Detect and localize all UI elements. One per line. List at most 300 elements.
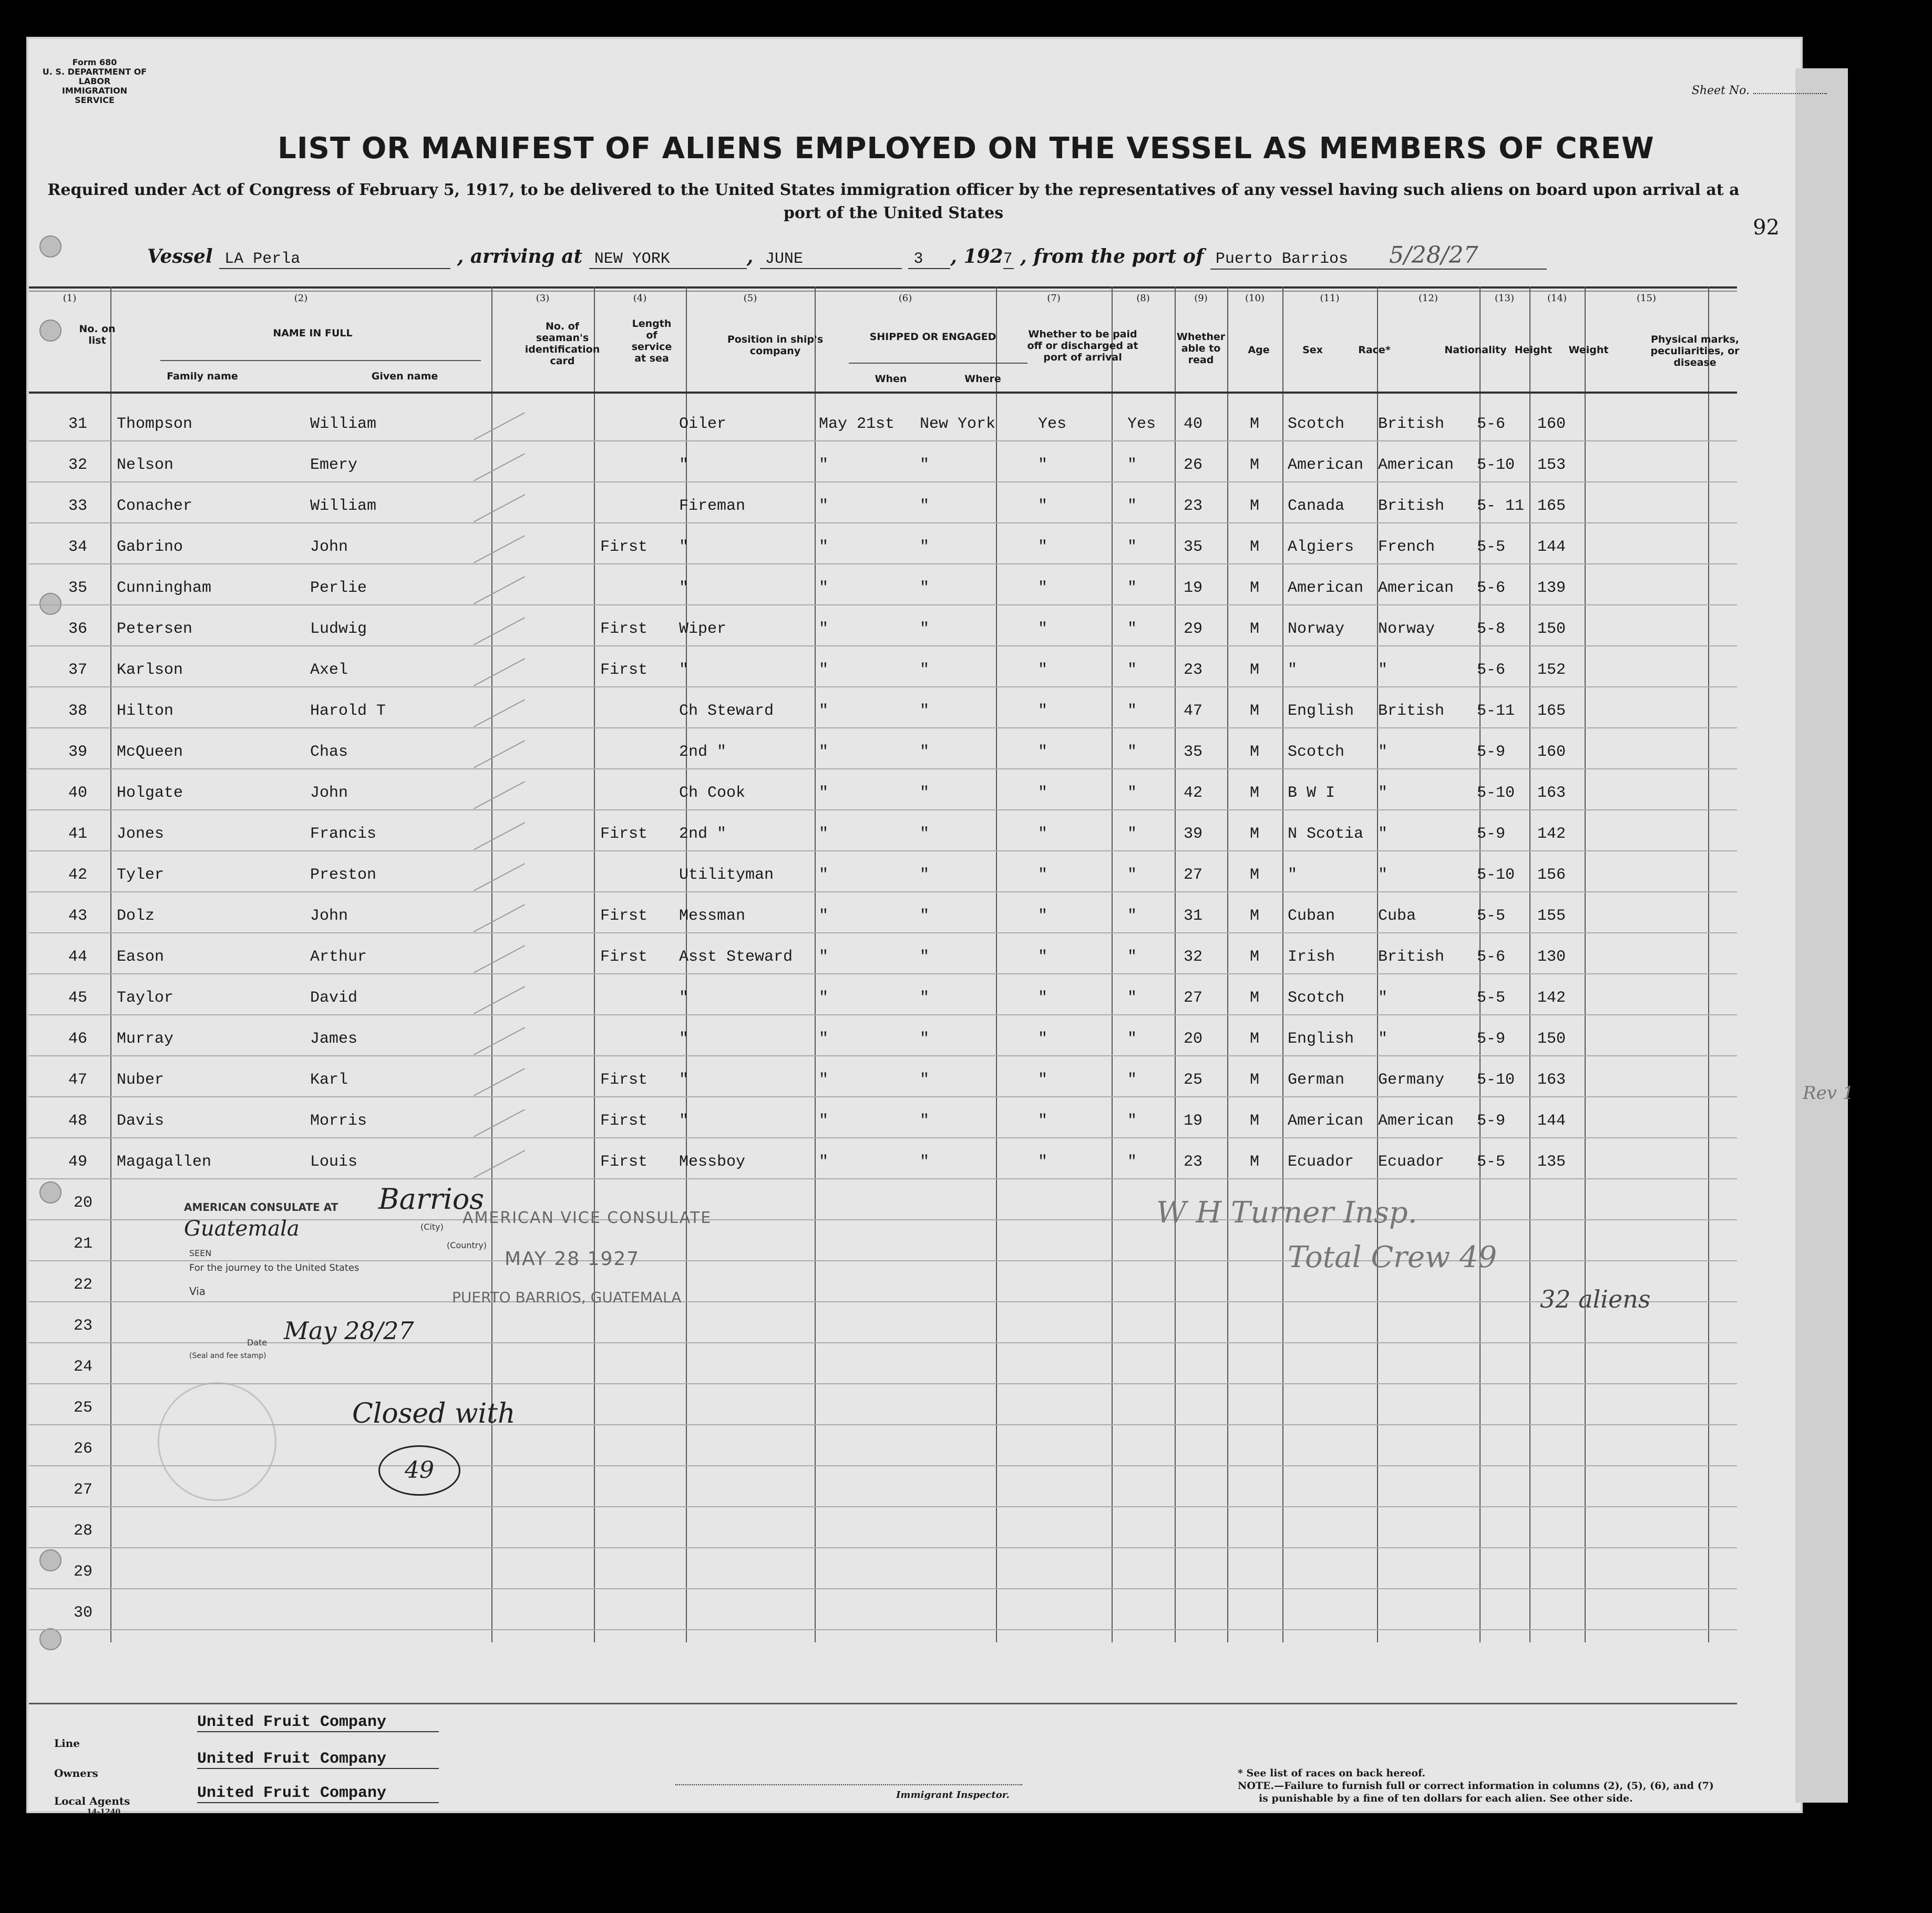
line-number: 38	[68, 702, 88, 720]
cell-given: Harold T	[310, 702, 386, 720]
cell-height: 5-9	[1477, 743, 1506, 761]
cell-family: Karlson	[117, 661, 183, 679]
position-header: Position in ship's company	[727, 334, 824, 357]
column-number: (10)	[1245, 293, 1265, 304]
line-number: 37	[68, 661, 88, 679]
cell-position: Fireman	[679, 497, 746, 515]
year-prefix: 192	[963, 245, 1003, 268]
fine-note-cont: is punishable by a fine of ten dollars for each alien. See other side.	[1259, 1793, 1633, 1804]
cell-read: "	[1127, 743, 1137, 761]
vessel-line: Vessel LA Perla , arriving at NEW YORK , JUNE 3 , 1927 , from the port of Puerto Barrios 5/28/27	[147, 242, 1547, 270]
cell-paid: "	[1038, 661, 1048, 679]
cell-when: "	[819, 907, 829, 925]
cell-nationality: "	[1378, 989, 1388, 1007]
cell-age: 20	[1184, 1030, 1203, 1048]
cell-read: "	[1127, 1071, 1137, 1089]
line-number: 47	[68, 1071, 88, 1089]
cell-race: American	[1288, 456, 1364, 474]
cell-read: "	[1127, 661, 1137, 679]
departure-port: Puerto Barrios 5/28/27	[1210, 242, 1547, 270]
cell-family: McQueen	[117, 743, 183, 761]
cell-sex: M	[1250, 661, 1260, 679]
cell-given: John	[310, 538, 348, 556]
cell-family: Eason	[117, 948, 165, 966]
cell-read: "	[1127, 538, 1137, 556]
cell-age: 23	[1184, 497, 1203, 515]
cell-read: "	[1127, 825, 1137, 843]
line-number: 39	[68, 743, 88, 761]
cell-family: Dolz	[117, 907, 155, 925]
cell-position: Messman	[679, 907, 746, 925]
cell-paid: "	[1038, 825, 1048, 843]
arriving-label: , arriving at	[457, 245, 583, 268]
cell-when: "	[819, 784, 829, 802]
cell-weight: 160	[1537, 743, 1566, 761]
cell-nationality: British	[1378, 497, 1445, 515]
cell-paid: "	[1038, 989, 1048, 1007]
race-note: * See list of races on back hereof.	[1238, 1767, 1426, 1779]
cell-race: Irish	[1288, 948, 1335, 966]
cell-given: Chas	[310, 743, 348, 761]
column-number: (15)	[1637, 293, 1656, 304]
cell-family: Davis	[117, 1112, 165, 1130]
cell-where: "	[920, 538, 930, 556]
cell-read: "	[1127, 1030, 1137, 1048]
line-number: 46	[68, 1030, 88, 1048]
cell-weight: 160	[1537, 415, 1566, 433]
column-number: (9)	[1194, 293, 1208, 304]
cell-sex: M	[1250, 907, 1260, 925]
line-number: 26	[74, 1440, 93, 1458]
cell-position: "	[679, 456, 689, 474]
cell-race: B W I	[1288, 784, 1335, 802]
owners-label: Owners	[54, 1767, 98, 1780]
cell-where: "	[920, 866, 930, 884]
via-label: Via	[189, 1285, 206, 1298]
cell-position: "	[679, 989, 689, 1007]
page-edge	[1795, 68, 1848, 1803]
cell-when: "	[819, 866, 829, 884]
cell-when: "	[819, 497, 829, 515]
cell-height: 5-5	[1477, 907, 1506, 925]
cell-height: 5-10	[1477, 784, 1515, 802]
closed-note: Closed with	[352, 1398, 516, 1429]
line-number: 23	[74, 1317, 93, 1335]
cell-nationality: British	[1378, 702, 1445, 720]
closed-count: 49	[378, 1445, 460, 1496]
cell-family: Gabrino	[117, 538, 183, 556]
cell-paid: "	[1038, 1071, 1048, 1089]
page-number: 92	[1753, 215, 1780, 240]
seaman-id-header: No. of seaman's identification card	[525, 321, 600, 367]
line-number: 27	[74, 1481, 93, 1499]
cell-age: 19	[1184, 1112, 1203, 1130]
cell-read: "	[1127, 579, 1137, 597]
cell-age: 32	[1184, 948, 1203, 966]
cell-given: John	[310, 907, 348, 925]
cell-read: "	[1127, 907, 1137, 925]
journey-label: For the journey to the United States	[189, 1262, 359, 1273]
cell-read: Yes	[1127, 415, 1156, 433]
cell-when: "	[819, 1030, 829, 1048]
cell-height: 5-6	[1477, 415, 1506, 433]
cell-where: "	[920, 1030, 930, 1048]
family-name-header: Family name	[167, 371, 238, 382]
cell-when: "	[819, 702, 829, 720]
cell-when: "	[819, 456, 829, 474]
column-number: (2)	[294, 293, 308, 304]
column-number: (14)	[1547, 293, 1567, 304]
cell-race: Scotch	[1288, 743, 1345, 761]
cell-where: "	[920, 948, 930, 966]
cell-position: "	[679, 579, 689, 597]
cell-when: "	[819, 538, 829, 556]
cell-height: 5-10	[1477, 866, 1515, 884]
cell-given: Ludwig	[310, 620, 367, 638]
cell-where: "	[920, 620, 930, 638]
cell-race: English	[1288, 702, 1354, 720]
cell-height: 5-10	[1477, 456, 1515, 474]
cell-given: Louis	[310, 1153, 358, 1171]
cell-age: 26	[1184, 456, 1203, 474]
cell-paid: "	[1038, 497, 1048, 515]
cell-family: Petersen	[117, 620, 193, 638]
line-number: 25	[74, 1399, 93, 1417]
cell-paid: "	[1038, 702, 1048, 720]
cell-given: Emery	[310, 456, 358, 474]
cell-race: Ecuador	[1288, 1153, 1354, 1171]
column-number: (1)	[63, 293, 77, 304]
cell-paid: "	[1038, 620, 1048, 638]
stamp-location: PUERTO BARRIOS, GUATEMALA	[452, 1289, 682, 1306]
cell-nationality: "	[1378, 743, 1388, 761]
margin-note: Rev 1	[1803, 1083, 1854, 1104]
line-number: 24	[74, 1358, 93, 1376]
cell-weight: 142	[1537, 825, 1566, 843]
from-label: , from the port of	[1020, 245, 1204, 268]
aliens-count-note: 32 aliens	[1540, 1285, 1651, 1313]
handwritten-date: 5/28/27	[1389, 242, 1478, 269]
cell-sex: M	[1250, 497, 1260, 515]
cell-sex: M	[1250, 538, 1260, 556]
cell-service: First	[600, 948, 648, 966]
cell-sex: M	[1250, 825, 1260, 843]
cell-service: First	[600, 907, 648, 925]
cell-height: 5-9	[1477, 825, 1506, 843]
paid-off-header: Whether to be paid off or discharged at port of arrival	[1027, 328, 1138, 363]
consular-seal	[158, 1382, 276, 1501]
cell-nationality: Ecuador	[1378, 1153, 1445, 1171]
cell-height: 5-8	[1477, 620, 1506, 638]
line-number: 20	[74, 1194, 93, 1212]
cell-weight: 152	[1537, 661, 1566, 679]
service: IMMIGRATION SERVICE	[61, 86, 128, 105]
line-number: 22	[74, 1276, 93, 1294]
cell-where: "	[920, 661, 930, 679]
cell-family: Magagallen	[117, 1153, 212, 1171]
cell-given: Perlie	[310, 579, 367, 597]
cell-race: Canada	[1288, 497, 1345, 515]
cell-age: 31	[1184, 907, 1203, 925]
cell-when: "	[819, 989, 829, 1007]
line-number: 30	[74, 1604, 93, 1622]
cell-weight: 139	[1537, 579, 1566, 597]
cell-given: Preston	[310, 866, 377, 884]
year-digit: 7	[1003, 250, 1013, 268]
cell-sex: M	[1250, 1030, 1260, 1048]
cell-where: "	[920, 784, 930, 802]
cell-age: 35	[1184, 538, 1203, 556]
cell-given: William	[310, 497, 377, 515]
line-number: 32	[68, 456, 88, 474]
cell-paid: "	[1038, 866, 1048, 884]
consulate-city: Barrios	[378, 1182, 484, 1216]
cell-position: Wiper	[679, 620, 727, 638]
cell-where: "	[920, 1071, 930, 1089]
cell-given: Morris	[310, 1112, 367, 1130]
subtitle-line-2: port of the United States	[783, 204, 1004, 222]
cell-age: 27	[1184, 989, 1203, 1007]
line-number: 41	[68, 825, 88, 843]
cell-weight: 150	[1537, 620, 1566, 638]
cell-race: Cuban	[1288, 907, 1335, 925]
owners-value: United Fruit Company	[197, 1750, 439, 1769]
cell-nationality: "	[1378, 784, 1388, 802]
line-number: 34	[68, 538, 88, 556]
sheet-number-label: Sheet No.	[1691, 84, 1750, 97]
cell-read: "	[1127, 620, 1137, 638]
cell-age: 23	[1184, 1153, 1203, 1171]
binder-hole	[39, 235, 61, 258]
cell-paid: Yes	[1038, 415, 1067, 433]
cell-nationality: Cuba	[1378, 907, 1416, 925]
column-number: (8)	[1136, 293, 1150, 304]
cell-height: 5-9	[1477, 1112, 1506, 1130]
consulate-country: Guatemala	[184, 1217, 300, 1241]
cell-read: "	[1127, 948, 1137, 966]
cell-where: "	[920, 989, 930, 1007]
cell-race: English	[1288, 1030, 1354, 1048]
cell-position: "	[679, 1112, 689, 1130]
cell-when: "	[819, 661, 829, 679]
cell-paid: "	[1038, 743, 1048, 761]
fine-note: NOTE.—Failure to furnish full or correct information in columns (2), (5), (6), and (7)	[1238, 1780, 1714, 1792]
cell-age: 40	[1184, 415, 1203, 433]
cell-position: 2nd "	[679, 743, 727, 761]
cell-when: "	[819, 1153, 829, 1171]
cell-age: 19	[1184, 579, 1203, 597]
cell-service: First	[600, 1153, 648, 1171]
cell-age: 47	[1184, 702, 1203, 720]
cell-sex: M	[1250, 948, 1260, 966]
column-number: (3)	[536, 293, 550, 304]
cell-age: 35	[1184, 743, 1203, 761]
cell-position: Oiler	[679, 415, 727, 433]
cell-race: American	[1288, 1112, 1364, 1130]
marks-header: Physical marks, peculiarities, or disease	[1650, 334, 1740, 368]
cell-given: Francis	[310, 825, 377, 843]
cell-position: 2nd "	[679, 825, 727, 843]
inspector-line	[675, 1784, 1022, 1785]
column-number: (6)	[898, 293, 912, 304]
cell-sex: M	[1250, 743, 1260, 761]
cell-nationality: "	[1378, 661, 1388, 679]
cell-nationality: British	[1378, 415, 1445, 433]
cell-weight: 165	[1537, 702, 1566, 720]
cell-service: First	[600, 1071, 648, 1089]
cell-paid: "	[1038, 1153, 1048, 1171]
subtitle-line-1: Required under Act of Congress of February 5, 1917, to be delivered to the United States immigration officer by the representatives of any vessel having such aliens on board upon arrival at a	[47, 181, 1740, 199]
country-caption: (Country)	[447, 1240, 487, 1250]
cell-nationality: "	[1378, 825, 1388, 843]
seal-label: (Seal and fee stamp)	[189, 1352, 266, 1360]
cell-height: 5-6	[1477, 661, 1506, 679]
cell-nationality: Germany	[1378, 1071, 1445, 1089]
height-header: Height	[1514, 344, 1553, 356]
inspector-signature: W H Turner Insp.	[1156, 1196, 1417, 1230]
cell-sex: M	[1250, 1071, 1260, 1089]
cell-age: 27	[1184, 866, 1203, 884]
cell-position: "	[679, 661, 689, 679]
cell-nationality: French	[1378, 538, 1435, 556]
cell-family: Nelson	[117, 456, 174, 474]
cell-when: "	[819, 1112, 829, 1130]
cell-read: "	[1127, 784, 1137, 802]
cell-paid: "	[1038, 948, 1048, 966]
length-service-header: Length of service at sea	[631, 318, 672, 364]
line-number: 28	[74, 1522, 93, 1540]
cell-paid: "	[1038, 456, 1048, 474]
cell-race: German	[1288, 1071, 1345, 1089]
agents-value: United Fruit Company	[197, 1784, 439, 1803]
able-read-header: Whether able to read	[1176, 331, 1226, 366]
cell-race: "	[1288, 866, 1298, 884]
cell-paid: "	[1038, 538, 1048, 556]
cell-race: Norway	[1288, 620, 1345, 638]
shipped-header: SHIPPED OR ENGAGED	[869, 331, 996, 343]
cell-given: Arthur	[310, 948, 367, 966]
cell-where: "	[920, 579, 930, 597]
cell-nationality: American	[1378, 579, 1454, 597]
form-number: Form 680	[72, 57, 117, 67]
cell-read: "	[1127, 702, 1137, 720]
cell-where: "	[920, 825, 930, 843]
cell-weight: 156	[1537, 866, 1566, 884]
cell-when: May 21st	[819, 415, 895, 433]
cell-age: 42	[1184, 784, 1203, 802]
cell-weight: 142	[1537, 989, 1566, 1007]
cell-where: New York	[920, 415, 996, 433]
cell-nationality: American	[1378, 456, 1454, 474]
cell-nationality: "	[1378, 866, 1388, 884]
line-number: 45	[68, 989, 88, 1007]
cell-service: First	[600, 620, 648, 638]
cell-height: 5-5	[1477, 989, 1506, 1007]
cell-age: 39	[1184, 825, 1203, 843]
nationality-header: Nationality	[1444, 344, 1507, 356]
cell-position: Ch Steward	[679, 702, 774, 720]
cell-where: "	[920, 456, 930, 474]
race-header: Race*	[1358, 344, 1391, 356]
cell-age: 23	[1184, 661, 1203, 679]
city-caption: (City)	[420, 1222, 444, 1232]
vice-consulate-stamp: AMERICAN VICE CONSULATE	[463, 1209, 712, 1227]
line-label: Line	[54, 1737, 80, 1750]
document-subtitle	[42, 179, 1745, 225]
agents-label: Local Agents	[54, 1795, 130, 1807]
total-crew-note: Total Crew 49	[1288, 1240, 1497, 1274]
cell-weight: 130	[1537, 948, 1566, 966]
form-identification	[42, 58, 147, 105]
cell-when: "	[819, 579, 829, 597]
cell-position: Asst Steward	[679, 948, 793, 966]
sheet-number	[1692, 84, 1827, 97]
line-number: 40	[68, 784, 88, 802]
cell-sex: M	[1250, 1153, 1260, 1171]
where-header: Where	[964, 373, 1001, 385]
cell-family: Thompson	[117, 415, 193, 433]
inspector-label: Immigrant Inspector.	[896, 1789, 1010, 1801]
cell-paid: "	[1038, 1112, 1048, 1130]
line-number: 29	[74, 1563, 93, 1581]
cell-sex: M	[1250, 784, 1260, 802]
cell-weight: 150	[1537, 1030, 1566, 1048]
cell-paid: "	[1038, 1030, 1048, 1048]
cell-race: "	[1288, 661, 1298, 679]
arrival-month: JUNE	[760, 250, 902, 269]
cell-read: "	[1127, 866, 1137, 884]
line-number: 36	[68, 620, 88, 638]
cell-family: Nuber	[117, 1071, 165, 1089]
document-title: LIST OR MANIFEST OF ALIENS EMPLOYED ON THE VESSEL AS MEMBERS OF CREW	[278, 131, 1654, 166]
cell-race: Scotch	[1288, 989, 1345, 1007]
cell-height: 5-6	[1477, 579, 1506, 597]
cell-race: Scotch	[1288, 415, 1345, 433]
cell-when: "	[819, 825, 829, 843]
cell-paid: "	[1038, 907, 1048, 925]
cell-weight: 135	[1537, 1153, 1566, 1171]
date-label: Date	[247, 1338, 268, 1348]
line-number: 48	[68, 1112, 88, 1130]
cell-height: 5-6	[1477, 948, 1506, 966]
line-number: 33	[68, 497, 88, 515]
cell-sex: M	[1250, 989, 1260, 1007]
line-number: 42	[68, 866, 88, 884]
cell-read: "	[1127, 989, 1137, 1007]
cell-position: "	[679, 1071, 689, 1089]
cell-given: David	[310, 989, 358, 1007]
cell-sex: M	[1250, 702, 1260, 720]
cell-nationality: American	[1378, 1112, 1454, 1130]
when-header: When	[875, 373, 907, 385]
cell-sex: M	[1250, 620, 1260, 638]
seen-label: SEEN	[189, 1248, 212, 1258]
cell-where: "	[920, 702, 930, 720]
cell-sex: M	[1250, 579, 1260, 597]
cell-family: Hilton	[117, 702, 174, 720]
cell-height: 5-10	[1477, 1071, 1515, 1089]
line-number: 31	[68, 415, 88, 433]
arrival-day: 3	[908, 250, 950, 269]
cell-sex: M	[1250, 866, 1260, 884]
cell-sex: M	[1250, 456, 1260, 474]
cell-sex: M	[1250, 1112, 1260, 1130]
cell-service: First	[600, 1112, 648, 1130]
cell-nationality: Norway	[1378, 620, 1435, 638]
cell-height: 5-5	[1477, 538, 1506, 556]
stamp-date: MAY 28 1927	[505, 1248, 640, 1270]
vessel-label: Vessel	[147, 245, 213, 268]
